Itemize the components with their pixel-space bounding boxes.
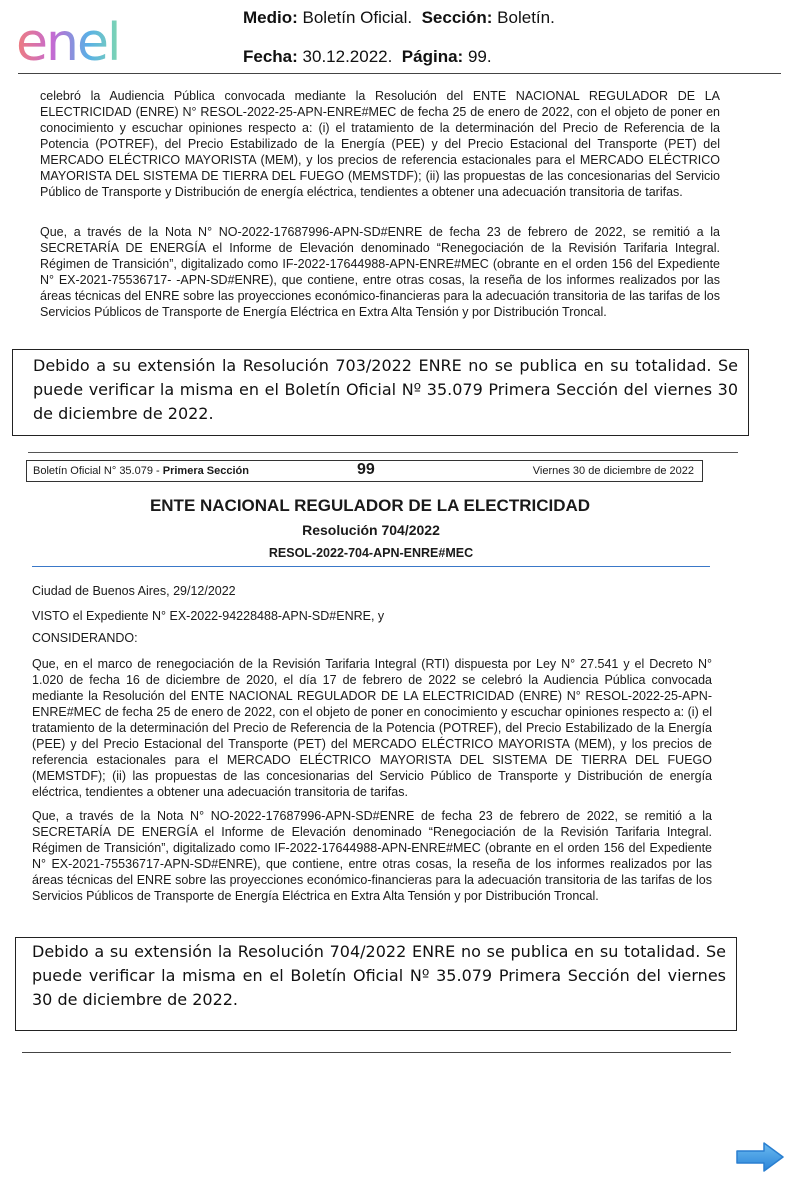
res704-code: RESOL-2022-704-APN-ENRE#MEC (268, 546, 474, 560)
res704-notice-box: Debido a su extensión la Resolución 704/2022 ENRE no se publica en su totalidad. Se puede verificar la misma en el Boletín Oficial Nº 35.079 Primera Sección del viernes 30 de diciembre de 2022. (15, 937, 737, 1031)
svg-text:enel: enel (16, 16, 120, 68)
section-divider (28, 452, 738, 453)
res703-paragraph-1: celebró la Audiencia Pública convocada mediante la Resolución del ENTE NACIONAL REGULADOR DE LA ELECTRICIDAD (ENRE) N° RESOL-2022-25-APN-ENRE#MEC de fecha 25 de enero de 2022, con el objeto de poner en conocimiento y escuchar opiniones respecto a: (i) el tratamiento de la determinación del Precio de Referencia de la Potencia (POTREF), del Precio Estabilizado de la Energía (PEE) y del Precio Estacional del Transporte (PET) del MERCADO ELÉCTRICO MAYORISTA (MEM), y los precios de referencia estacionales para el MERCADO ELÉCTRICO MAYORISTA DEL SISTEMA DE TIERRA DEL FUEGO (MEMSTDF); (ii) las propuestas de las concesionarias del Servicio Público de Transporte y Distribución de energía eléctrica, tendientes a obtener una adecuación transitoria de tarifas. (40, 89, 720, 199)
fecha-value: 30.12.2022. (302, 47, 393, 66)
boletin-edition-text: Boletín Oficial N° 35.079 - (33, 465, 163, 477)
res704-visto: VISTO el Expediente N° EX-2022-94228488-APN-SD#ENRE, y (32, 609, 385, 623)
header-divider (18, 73, 781, 74)
boletin-section: Primera Sección (162, 465, 249, 477)
res704-number: Resolución 704/2022 (302, 522, 440, 538)
medio-value: Boletín Oficial. (302, 8, 413, 27)
pagina-value: 99. (467, 47, 492, 66)
res704-paragraph-1: Que, en el marco de renegociación de la Revisión Tarifaria Integral (RTI) dispuesta por Ley N° 27.541 y el Decreto N° 1.020 de fecha 16 de diciembre de 2020, el día 17 de febrero de 2022 se celebró la Audiencia Pública convocada mediante la Resolución del ENTE NACIONAL REGULADOR DE LA ELECTRICIDAD (ENRE) N° RESOL-2022-25-APN-ENRE#MEC de fecha 25 de enero de 2022, con el objeto de poner en conocimiento y escuchar opiniones respecto a: (i) el tratamiento de la determinación del Precio de Referencia de la Potencia (POTREF), del Precio Estabilizado de la Energía (PEE) y del Precio Estacional del Transporte (PET) del MERCADO ELÉCTRICO MAYORISTA (MEM), y los precios de referencia estacionales para el MERCADO ELÉCTRICO MAYORISTA DEL SISTEMA DE TIERRA DEL FUEGO (MEMSTDF); (ii) las propuestas de las concesionarias del Servicio Público de Transporte y Distribución de energía eléctrica, tendientes a obtener una adecuación transitoria de tarifas. (32, 657, 712, 799)
right-arrow-icon[interactable] (734, 1140, 786, 1174)
seccion-value: Boletín. (497, 8, 555, 27)
header-medio-line (243, 8, 555, 28)
res704-considerando: CONSIDERANDO: (32, 631, 138, 645)
boletin-edition (33, 465, 249, 477)
boletin-page-header (26, 460, 703, 482)
enel-logo (16, 16, 168, 68)
fecha-label: Fecha: (243, 47, 298, 66)
res704-entity-title: ENTE NACIONAL REGULADOR DE LA ELECTRICIDAD (149, 496, 591, 515)
res703-paragraph-2: Que, a través de la Nota N° NO-2022-17687996-APN-SD#ENRE de fecha 23 de febrero de 2022, se remitió a la SECRETARÍA DE ENERGÍA el Informe de Elevación denominado “Renegociación de la Revisión Tarifaria Integral. Régimen de Transición”, digitalizado como IF-2022-17644988-APN-ENRE#MEC (obrante en el orden 156 del Expediente N° EX-2021-75536717- -APN-SD#ENRE), que contiene, entre otras cosas, la reseña de los informes realizados por las áreas técnicas del ENRE sobre las proyecciones económico-financieras para la adecuación transitoria de las tarifas de los Servicios Públicos de Transporte de Energía Eléctrica en Extra Alta Tensión y por Distribución Troncal. (40, 225, 720, 319)
footer-divider (22, 1052, 731, 1053)
res704-city-date: Ciudad de Buenos Aires, 29/12/2022 (32, 584, 236, 598)
medio-label: Medio: (243, 8, 298, 27)
boletin-date: Viernes 30 de diciembre de 2022 (532, 465, 694, 477)
res704-title-rule (32, 566, 710, 567)
boletin-page-number: 99 (357, 461, 375, 478)
pagina-label: Página: (401, 47, 464, 66)
header-fecha-line (243, 47, 492, 67)
seccion-label: Sección: (421, 8, 493, 27)
res703-notice-box: Debido a su extensión la Resolución 703/2022 ENRE no se publica en su totalidad. Se puede verificar la misma en el Boletín Oficial Nº 35.079 Primera Sección del viernes 30 de diciembre de 2022. (12, 349, 749, 436)
res704-paragraph-2: Que, a través de la Nota N° NO-2022-17687996-APN-SD#ENRE de fecha 23 de febrero de 2022, se remitió a la SECRETARÍA DE ENERGÍA el Informe de Elevación denominado “Renegociación de la Revisión Tarifaria Integral. Régimen de Transición”, digitalizado como IF-2022-17644988-APN-ENRE#MEC (obrante en el orden 156 del Expediente N° EX-2021-75536717-APN-SD#ENRE), que contiene, entre otras cosas, la reseña de los informes realizados por las áreas técnicas del ENRE sobre las proyecciones económico-financieras para la adecuación transitoria de las tarifas de los Servicios Públicos de Transporte de Energía Eléctrica en Extra Alta Tensión y por Distribución Troncal. (32, 809, 712, 903)
